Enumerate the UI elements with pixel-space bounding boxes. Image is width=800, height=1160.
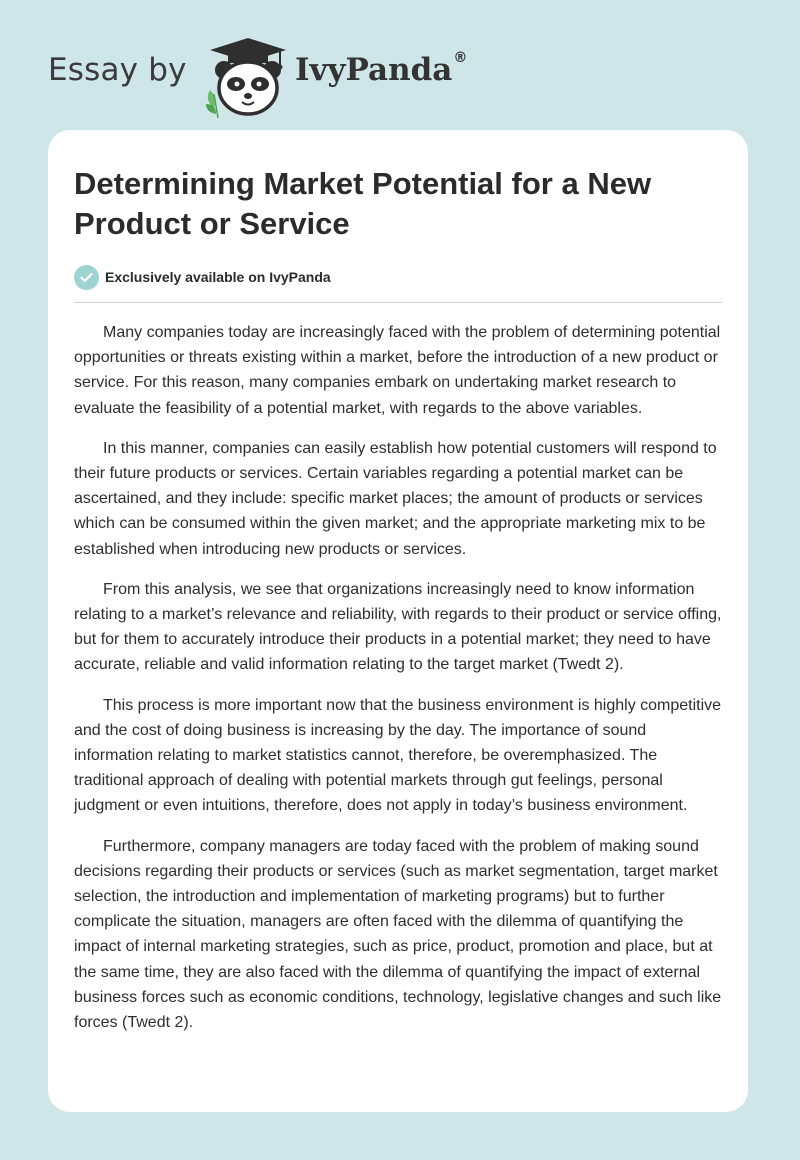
paragraph: Furthermore, company managers are today faced with the problem of making sound decisions regarding their products or services (such as market segmentation, target market selection, the introduction and implementation of marketing programs) but to further complicate the situation, managers are often faced with the dilemma of quantifying the impact of internal marketing strategies, such as price, product, promotion and place, but at the same time, they are also faced with the dilemma of quantifying the impact of external business forces such as economic conditions, technology, legislative changes and such like forces (Twedt 2). xyxy=(74,837,722,1032)
paragraph: From this analysis, we see that organizations increasingly need to know information relating to a market’s relevance and reliability, with regards to their product or service offing, but for them to accurately introduce their products in a potential market; they need to have accurate, reliable and valid information relating to the target market (Twedt 2). xyxy=(74,580,722,674)
essay-title: Determining Market Potential for a New Product or Service xyxy=(74,166,652,241)
check-circle-icon xyxy=(74,265,99,290)
essay-card xyxy=(48,130,748,1112)
exclusive-badge-label: Exclusively available on IvyPanda xyxy=(105,269,331,285)
divider xyxy=(74,302,722,303)
brand-name: IvyPanda® xyxy=(295,50,468,88)
paragraph: This process is more important now that the business environment is highly competitive and the cost of doing business is increasing by the day. The importance of sound information relating to market statistics cannot, therefore, be overemphasized. The traditional approach of dealing with potential markets through gut feelings, personal judgment or even intuitions, therefore, does not apply in today’s business environment. xyxy=(74,696,722,815)
site-header xyxy=(48,28,648,118)
paragraph: Many companies today are increasingly faced with the problem of determining potential opportunities or threats existing within a market, before the introduction of a new product or service. For this reason, many companies embark on undertaking market research to evaluate the feasibility of a potential market, with regards to the above variables. xyxy=(74,324,721,417)
panda-graduate-icon xyxy=(200,34,290,118)
exclusive-badge xyxy=(74,264,331,290)
essay-body xyxy=(74,320,724,1050)
essay-by-label: Essay by xyxy=(48,52,187,88)
registered-mark: ® xyxy=(453,50,468,66)
paragraph: In this manner, companies can easily establish how potential customers will respond to their future products or services. Certain variables regarding a potential market can be ascertained, and they include: specific market places; the amount of products or services which can be consumed within the given market; and the appropriate marketing mix to be established when introducing new products or services. xyxy=(74,439,717,558)
